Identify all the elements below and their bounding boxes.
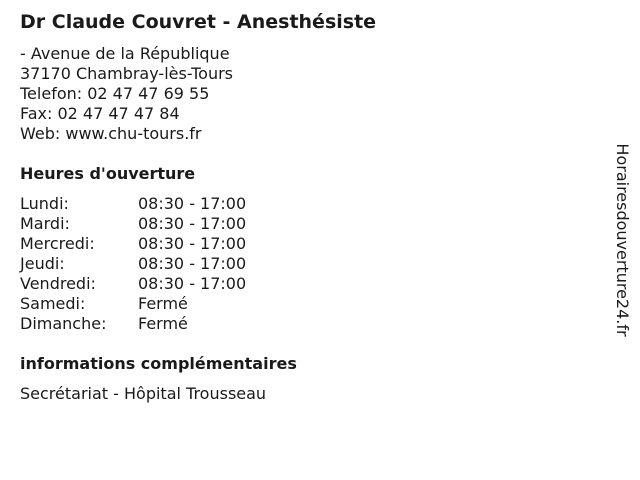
page-title: Dr Claude Couvret - Anesthésiste [20,11,377,33]
address-street: - Avenue de la République [20,44,230,63]
time-value: Fermé [138,294,188,313]
hours-row-friday [20,274,246,294]
day-label: Vendredi: [20,274,96,293]
day-label: Jeudi: [20,254,65,273]
opening-hours-heading: Heures d'ouverture [20,164,196,183]
hours-row-sunday [20,314,246,334]
site-watermark: Horairesdouverture24.fr [613,143,632,337]
time-value: 08:30 - 17:00 [138,274,247,293]
additional-info-heading: informations complémentaires [20,354,297,373]
fax-number: Fax: 02 47 47 47 84 [20,104,180,123]
hours-row-thursday [20,254,246,274]
time-value: 08:30 - 17:00 [138,214,247,233]
hours-row-saturday [20,294,246,314]
additional-info-text: Secrétariat - Hôpital Trousseau [20,384,267,403]
day-label: Mardi: [20,214,70,233]
time-value: 08:30 - 17:00 [138,234,247,253]
opening-hours-table [20,194,246,334]
address-city: 37170 Chambray-lès-Tours [20,64,234,83]
phone-number[interactable]: Telefon: 02 47 47 69 55 [20,84,210,103]
day-label: Dimanche: [20,314,107,333]
time-value: 08:30 - 17:00 [138,194,247,213]
time-value: Fermé [138,314,188,333]
day-label: Mercredi: [20,234,95,253]
time-value: 08:30 - 17:00 [138,254,247,273]
hours-row-monday [20,194,246,214]
hours-row-wednesday [20,234,246,254]
contact-block [20,44,233,144]
website-link[interactable]: Web: www.chu-tours.fr [20,124,202,143]
day-label: Samedi: [20,294,86,313]
day-label: Lundi: [20,194,69,213]
hours-row-tuesday [20,214,246,234]
